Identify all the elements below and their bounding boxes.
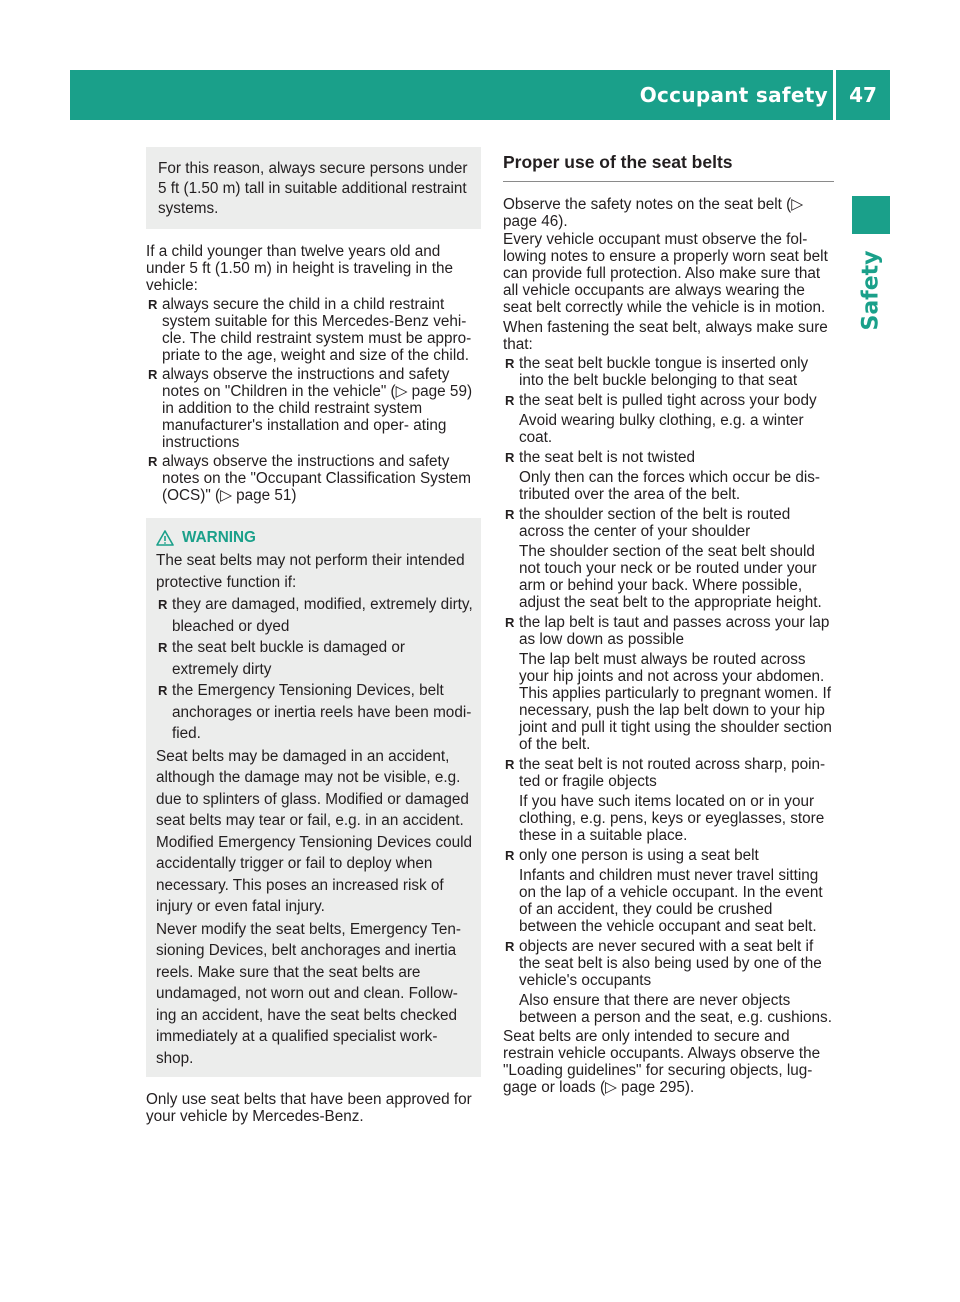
child-bullets: [146, 296, 481, 504]
list-item-text: R only one person is using a seat belt: [519, 847, 759, 864]
warning-label: WARNING: [182, 529, 256, 546]
paragraph: Every vehicle occupant must observe the fol- lowing notes to ensure a properly worn seat belt can provide full protection. Also make sure that all vehicle occupants are always wearing the seat belt correctly while the vehicle is in motion.: [503, 231, 828, 316]
list-item-text: R the seat belt is pulled tight across your body: [519, 392, 817, 409]
list-item: R they are damaged, modified, extremely dirty, bleached or dyed: [156, 594, 473, 637]
list-item-detail: Also ensure that there are never objects between a person and the seat, e.g. cushions.: [519, 992, 832, 1026]
side-tab: [848, 245, 894, 335]
list-item-detail: The lap belt must always be routed across your hip joints and not across your abdomen. This applies particularly to pregnant women. If necessary, push the lap belt down to your hip joint and pull it tight using the shoulder section of the belt.: [519, 651, 832, 753]
list-item: [503, 355, 834, 389]
note-box: [146, 147, 481, 229]
warning-intro: The seat belts may not perform their intended protective function if:: [156, 552, 465, 591]
right-column: [503, 147, 834, 1096]
list-item: R always secure the child in a child restraint system suitable for this Mercedes-Benz vehi- cle. The child restraint system must be appro- priate to the age, weight and size of the child.: [146, 296, 481, 364]
list-item: R always observe the instructions and safety notes on "Children in the vehicle" (▷ page 59) in addition to the child restraint system manufacturer's installation and oper- ating instructions: [146, 366, 481, 451]
seat-belt-bullets: [503, 355, 834, 1026]
left-column: [146, 147, 481, 1125]
list-item-detail: Avoid wearing bulky clothing, e.g. a winter coat.: [519, 412, 804, 446]
list-item: R the seat belt buckle is damaged or extremely dirty: [156, 637, 473, 680]
list-item-text: R the seat belt is not twisted: [519, 449, 696, 466]
section-title: Proper use of the seat belts: [503, 151, 834, 182]
warning-box: [146, 518, 481, 1077]
list-item: [503, 938, 834, 1026]
side-tab-label: Safety: [858, 249, 884, 331]
paragraph: Observe the safety notes on the seat belt (▷ page 46).: [503, 196, 804, 230]
intro-paragraph: If a child younger than twelve years old and under 5 ft (1.50 m) in height is traveling in the vehicle:: [146, 243, 453, 294]
page-number: 47: [849, 83, 877, 107]
paragraph: When fastening the seat belt, always make sure that:: [503, 319, 828, 353]
list-item-detail: If you have such items located on or in your clothing, e.g. pens, keys or eyeglasses, store these in a suitable place.: [519, 793, 825, 844]
list-item-detail: Only then can the forces which occur be dis- tributed over the area of the belt.: [519, 469, 820, 503]
list-item: [503, 392, 834, 446]
list-item-text: R the seat belt buckle tongue is inserted only into the belt buckle belonging to that seat: [519, 355, 809, 389]
closing-paragraph: Seat belts are only intended to secure and restrain vehicle occupants. Always observe the "Loading guidelines" for securing objects, lug- gage or loads (▷ page 295).: [503, 1028, 821, 1096]
list-item: [503, 506, 834, 611]
side-tab-marker: [852, 196, 890, 234]
warning-paragraph: Seat belts may be damaged in an accident, although the damage may not be visible, e.g. due to splinters of glass. Modified or damaged seat belts may tear or fail, e.g. in an accident. Modified Emergency Tensioning Devices could accidentally trigger or fail to deploy when necessary. This poses an increased risk of injury or even fatal injury.: [156, 747, 473, 915]
warning-heading: [156, 528, 473, 548]
list-item: [503, 449, 834, 503]
list-item-detail: Infants and children must never travel sitting on the lap of a vehicle occupant. In the event of an accident, they could be crushed between the vehicle occupant and seat belt.: [519, 867, 823, 935]
list-item-detail: The shoulder section of the seat belt should not touch your neck or be routed under your arm or behind your back. Where possible, adjust the seat belt to the appropriate height.: [519, 543, 822, 611]
list-item: [503, 756, 834, 844]
list-item-text: R the shoulder section of the belt is routed across the center of your shoulder: [519, 506, 791, 540]
warning-bullets: [156, 594, 473, 745]
closing-paragraph: Only use seat belts that have been approved for your vehicle by Mercedes-Benz.: [146, 1091, 472, 1125]
list-item-text: R the seat belt is not routed across sharp, poin- ted or fragile objects: [519, 756, 826, 790]
list-item: [503, 614, 834, 753]
note-text: For this reason, always secure persons under 5 ft (1.50 m) tall in suitable additional restraint systems.: [158, 160, 468, 217]
warning-paragraph: Never modify the seat belts, Emergency Ten- sioning Devices, belt anchorages and inertia reels. Make sure that the seat belts are undamaged, not worn out and clean. Follow- ing an accident, have the seat belts checked immediately at a qualified specialist work- shop.: [156, 920, 461, 1067]
warning-triangle-icon: [156, 530, 174, 546]
list-item: R the Emergency Tensioning Devices, belt anchorages or inertia reels have been modi- fied.: [156, 680, 473, 745]
list-item: [503, 847, 834, 935]
list-item-text: R objects are never secured with a seat belt if the seat belt is also being used by one of the vehicle's occupants: [519, 938, 822, 989]
header-title: Occupant safety: [639, 83, 828, 107]
list-item: R always observe the instructions and safety notes on the "Occupant Classification System (OCS)" (▷ page 51): [146, 453, 481, 504]
list-item-text: R the lap belt is taut and passes across your lap as low down as possible: [519, 614, 830, 648]
